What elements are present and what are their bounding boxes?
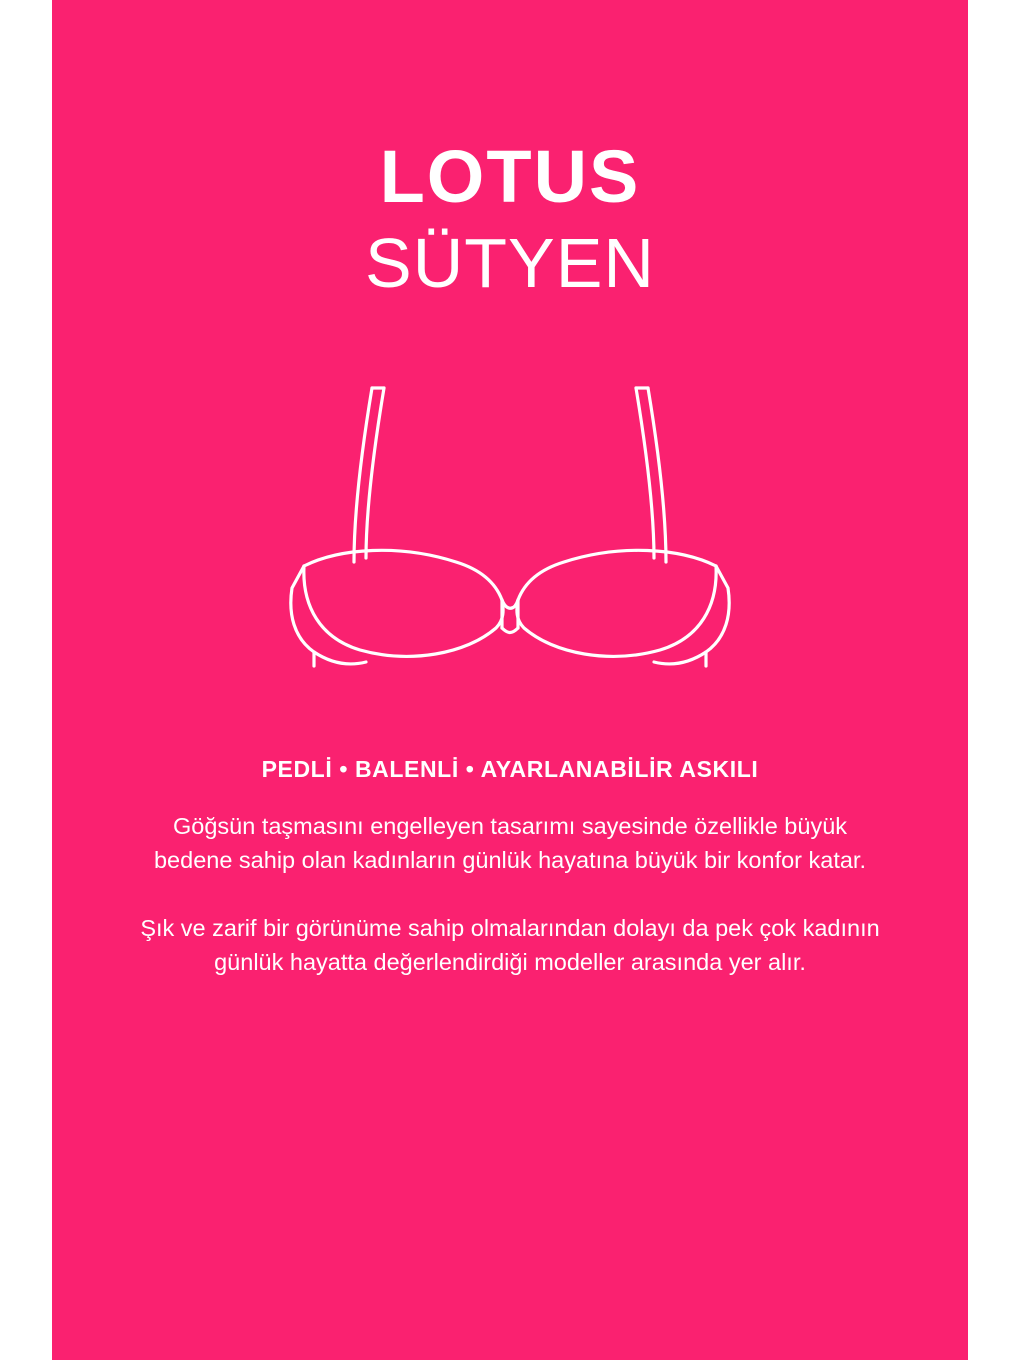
description-paragraph: Göğsün taşmasını engelleyen tasarımı sayesinde özellikle büyük bedene sahip olan kadınların günlük hayatına büyük bir konfor katar.: [153, 812, 866, 873]
page-subtitle: SÜTYEN: [365, 224, 655, 302]
product-poster: [52, 0, 968, 1360]
description-block: [140, 809, 880, 979]
bra-outline-icon: [280, 366, 740, 686]
title-block: [52, 135, 968, 308]
page-title: LOTUS: [379, 135, 641, 218]
features-line: PEDLİ • BALENLİ • AYARLANABİLİR ASKILI: [261, 755, 759, 782]
description-paragraph: Şık ve zarif bir görünüme sahip olmalarından dolayı da pek çok kadının günlük hayatta değerlendirdiği modeller arasında yer alır.: [140, 914, 880, 975]
